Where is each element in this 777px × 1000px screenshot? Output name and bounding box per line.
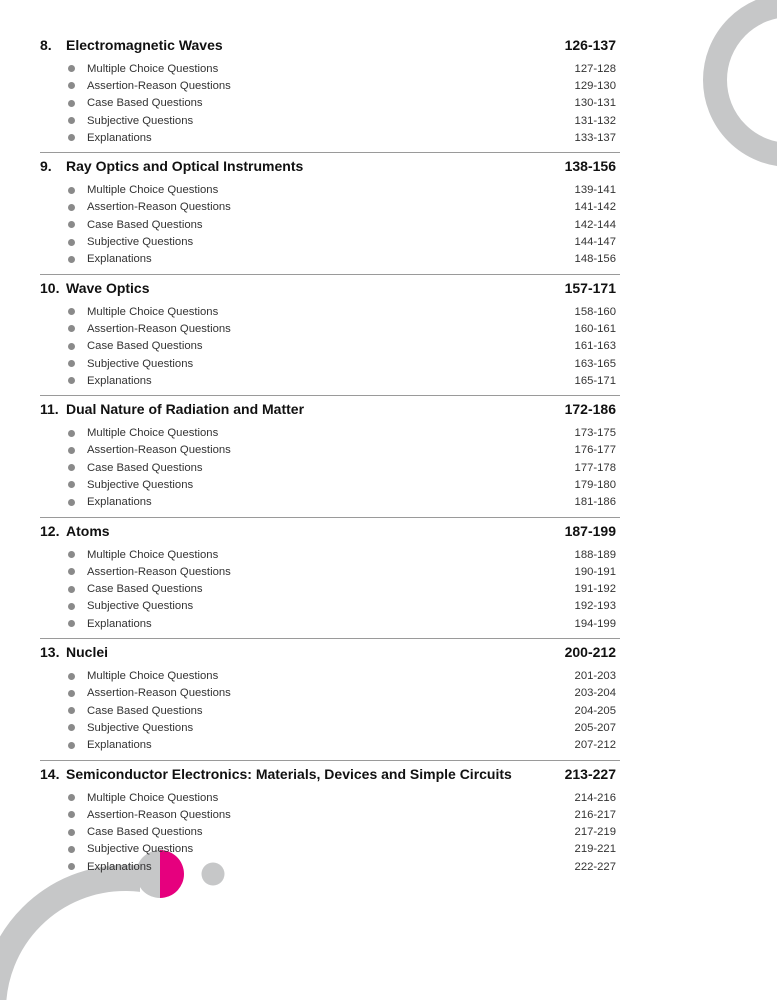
topic-page-range: 203-204	[574, 687, 616, 700]
topic-item[interactable]	[40, 459, 620, 476]
topic-item[interactable]	[40, 60, 620, 77]
chapter-page-range: 157-171	[564, 279, 616, 296]
chapter-name: Atoms	[66, 522, 110, 539]
chapter-title	[40, 401, 304, 417]
topic-page-range: 173-175	[574, 427, 616, 440]
topic-item[interactable]	[40, 338, 620, 355]
topic-item[interactable]	[40, 719, 620, 736]
topic-item[interactable]	[40, 546, 620, 563]
topic-item[interactable]	[40, 181, 620, 198]
topic-label: Multiple Choice Questions	[87, 791, 219, 804]
bullet-icon	[68, 499, 75, 506]
topic-page-range: 181-186	[574, 496, 616, 509]
topic-list	[40, 546, 620, 638]
topic-label: Explanations	[87, 131, 152, 144]
topic-item[interactable]	[40, 789, 620, 806]
chapter-title	[40, 37, 223, 53]
chapter-number: 9.	[40, 158, 52, 175]
chapter-page-range: 126-137	[564, 37, 616, 53]
topic-item[interactable]	[40, 251, 620, 268]
topic-page-range: 163-165	[574, 357, 616, 370]
bullet-icon	[68, 829, 75, 836]
topic-item[interactable]	[40, 442, 620, 459]
topic-item[interactable]	[40, 581, 620, 598]
topic-item[interactable]	[40, 563, 620, 580]
topic-page-range: 142-144	[574, 218, 616, 231]
chapter-heading[interactable]	[40, 518, 620, 546]
bullet-icon	[68, 256, 75, 263]
chapter-section	[40, 153, 620, 274]
topic-label: Multiple Choice Questions	[87, 184, 219, 197]
topic-label: Case Based Questions	[87, 461, 203, 474]
topic-label: Multiple Choice Questions	[87, 670, 219, 683]
chapter-name: Semiconductor Electronics: Materials, Devices and Simple Circuits	[66, 765, 512, 782]
chapter-heading[interactable]	[40, 153, 620, 181]
chapter-name: Electromagnetic Waves	[66, 37, 223, 53]
chapter-section	[40, 396, 620, 517]
chapter-heading[interactable]	[40, 32, 620, 60]
chapter-page-range: 138-156	[564, 158, 616, 175]
bullet-icon	[68, 100, 75, 107]
chapter-name: Dual Nature of Radiation and Matter	[66, 401, 305, 418]
topic-label: Assertion-Reason Questions	[87, 444, 231, 457]
bullet-icon	[68, 204, 75, 211]
chapter-number: 14.	[40, 765, 60, 782]
chapter-number: 8.	[40, 37, 52, 53]
bullet-icon	[68, 447, 75, 454]
chapter-page-range: 172-186	[564, 401, 616, 418]
bullet-icon	[68, 742, 75, 749]
chapter-section	[40, 761, 620, 881]
topic-label: Case Based Questions	[87, 340, 203, 353]
topic-list	[40, 303, 620, 395]
bullet-icon	[68, 586, 75, 593]
bullet-icon	[68, 221, 75, 228]
chapter-title	[40, 523, 110, 539]
chapter-number: 12.	[40, 522, 60, 539]
bullet-icon	[68, 811, 75, 818]
topic-item[interactable]	[40, 372, 620, 389]
bullet-icon	[68, 117, 75, 124]
chapter-name: Ray Optics and Optical Instruments	[66, 158, 304, 175]
topic-label: Assertion-Reason Questions	[87, 808, 231, 821]
topic-item[interactable]	[40, 95, 620, 112]
topic-item[interactable]	[40, 858, 620, 875]
topic-page-range: 194-199	[574, 617, 616, 630]
topic-item[interactable]	[40, 824, 620, 841]
topic-item[interactable]	[40, 702, 620, 719]
chapter-name: Wave Optics	[66, 279, 150, 296]
table-of-contents	[40, 32, 620, 881]
topic-item[interactable]	[40, 598, 620, 615]
topic-item[interactable]	[40, 667, 620, 684]
chapter-section	[40, 639, 620, 760]
topic-page-range: 127-128	[574, 62, 616, 75]
topic-label: Explanations	[87, 374, 152, 387]
chapter-title	[40, 158, 303, 174]
chapter-page-range: 200-212	[564, 644, 616, 661]
topic-label: Subjective Questions	[87, 721, 194, 734]
topic-page-range: 165-171	[574, 374, 616, 387]
topic-page-range: 217-219	[574, 826, 616, 839]
bullet-icon	[68, 377, 75, 384]
bullet-icon	[68, 239, 75, 246]
bullet-icon	[68, 568, 75, 575]
topic-page-range: 201-203	[574, 670, 616, 683]
chapter-heading[interactable]	[40, 275, 620, 303]
bullet-icon	[68, 794, 75, 801]
topic-page-range: 219-221	[574, 843, 616, 856]
topic-item[interactable]	[40, 129, 620, 146]
topic-page-range: 176-177	[574, 444, 616, 457]
topic-page-range: 207-212	[574, 739, 616, 752]
bullet-icon	[68, 620, 75, 627]
chapter-heading[interactable]	[40, 396, 620, 424]
topic-label: Multiple Choice Questions	[87, 62, 219, 75]
topic-item[interactable]	[40, 424, 620, 441]
bullet-icon	[68, 343, 75, 350]
topic-list	[40, 424, 620, 516]
topic-label: Assertion-Reason Questions	[87, 565, 231, 578]
bullet-icon	[68, 724, 75, 731]
topic-item[interactable]	[40, 77, 620, 94]
bullet-icon	[68, 603, 75, 610]
bullet-icon	[68, 134, 75, 141]
chapter-number: 10.	[40, 279, 60, 296]
chapter-title	[40, 766, 512, 782]
topic-label: Case Based Questions	[87, 97, 203, 110]
topic-label: Subjective Questions	[87, 357, 194, 370]
topic-label: Subjective Questions	[87, 843, 194, 856]
topic-page-range: 130-131	[574, 97, 616, 110]
topic-list	[40, 60, 620, 152]
topic-label: Case Based Questions	[87, 218, 203, 231]
topic-list	[40, 667, 620, 759]
bullet-icon	[68, 430, 75, 437]
topic-item[interactable]	[40, 476, 620, 493]
topic-page-range: 158-160	[574, 305, 616, 318]
topic-page-range: 188-189	[574, 548, 616, 561]
topic-label: Explanations	[87, 496, 152, 509]
chapter-page-range: 187-199	[564, 522, 616, 539]
chapter-number: 11.	[40, 401, 59, 418]
bullet-icon	[68, 308, 75, 315]
bullet-icon	[68, 551, 75, 558]
topic-label: Assertion-Reason Questions	[87, 322, 231, 335]
topic-label: Assertion-Reason Questions	[87, 201, 231, 214]
bullet-icon	[68, 82, 75, 89]
bullet-icon	[68, 846, 75, 853]
bullet-icon	[68, 673, 75, 680]
topic-item[interactable]	[40, 199, 620, 216]
chapter-name: Nuclei	[66, 644, 109, 661]
topic-page-range: 131-132	[574, 114, 616, 127]
topic-page-range: 144-147	[574, 236, 616, 249]
topic-page-range: 205-207	[574, 721, 616, 734]
topic-item[interactable]	[40, 737, 620, 754]
bullet-icon	[68, 325, 75, 332]
topic-label: Explanations	[87, 253, 152, 266]
decor-ring-top-right	[690, 0, 777, 180]
topic-item[interactable]	[40, 355, 620, 372]
topic-list	[40, 181, 620, 273]
topic-label: Multiple Choice Questions	[87, 305, 219, 318]
topic-item[interactable]	[40, 112, 620, 129]
chapter-section	[40, 275, 620, 396]
topic-page-range: 133-137	[574, 131, 616, 144]
topic-label: Case Based Questions	[87, 583, 203, 596]
topic-item[interactable]	[40, 216, 620, 233]
topic-label: Case Based Questions	[87, 826, 203, 839]
topic-page-range: 190-191	[574, 565, 616, 578]
bullet-icon	[68, 187, 75, 194]
topic-item[interactable]	[40, 806, 620, 823]
topic-label: Subjective Questions	[87, 478, 194, 491]
topic-page-range: 179-180	[574, 478, 616, 491]
bullet-icon	[68, 464, 75, 471]
topic-label: Explanations	[87, 617, 152, 630]
chapter-title	[40, 644, 108, 660]
topic-page-range: 148-156	[574, 253, 616, 266]
chapter-heading[interactable]	[40, 761, 620, 789]
chapter-heading[interactable]	[40, 639, 620, 667]
topic-label: Explanations	[87, 739, 152, 752]
topic-page-range: 214-216	[574, 791, 616, 804]
bullet-icon	[68, 360, 75, 367]
topic-page-range: 204-205	[574, 704, 616, 717]
topic-page-range: 129-130	[574, 79, 616, 92]
chapter-title	[40, 280, 150, 296]
bullet-icon	[68, 863, 75, 870]
topic-item[interactable]	[40, 303, 620, 320]
topic-page-range: 160-161	[574, 322, 616, 335]
topic-label: Assertion-Reason Questions	[87, 79, 231, 92]
topic-label: Subjective Questions	[87, 236, 194, 249]
topic-page-range: 191-192	[574, 583, 616, 596]
topic-label: Subjective Questions	[87, 114, 194, 127]
bullet-icon	[68, 690, 75, 697]
topic-item[interactable]	[40, 494, 620, 511]
bullet-icon	[68, 65, 75, 72]
topic-page-range: 161-163	[574, 340, 616, 353]
topic-label: Subjective Questions	[87, 600, 194, 613]
topic-page-range: 177-178	[574, 461, 616, 474]
chapter-section	[40, 518, 620, 639]
topic-page-range: 216-217	[574, 808, 616, 821]
topic-label: Multiple Choice Questions	[87, 548, 219, 561]
bullet-icon	[68, 707, 75, 714]
bullet-icon	[68, 481, 75, 488]
topic-label: Assertion-Reason Questions	[87, 687, 231, 700]
topic-item[interactable]	[40, 233, 620, 250]
topic-page-range: 192-193	[574, 600, 616, 613]
topic-list	[40, 789, 620, 881]
topic-item[interactable]	[40, 615, 620, 632]
topic-label: Case Based Questions	[87, 704, 203, 717]
topic-item[interactable]	[40, 841, 620, 858]
topic-page-range: 222-227	[574, 860, 616, 873]
topic-page-range: 141-142	[574, 201, 616, 214]
topic-page-range: 139-141	[574, 184, 616, 197]
topic-label: Explanations	[87, 860, 152, 873]
topic-label: Multiple Choice Questions	[87, 427, 219, 440]
topic-item[interactable]	[40, 320, 620, 337]
topic-item[interactable]	[40, 685, 620, 702]
chapter-section	[40, 32, 620, 153]
chapter-page-range: 213-227	[564, 765, 616, 782]
chapter-number: 13.	[40, 644, 60, 661]
